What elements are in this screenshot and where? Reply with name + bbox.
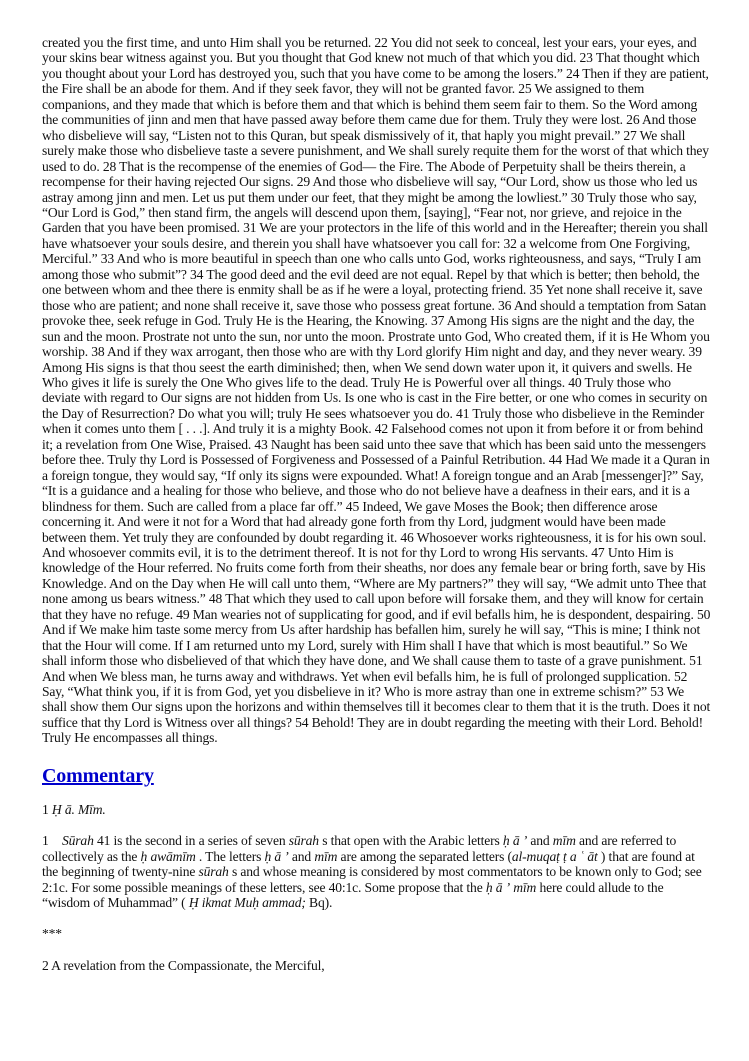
note-text: are among the separated letters ( [337, 848, 512, 864]
transliteration-term: sūrah [198, 864, 229, 880]
note-text: ) that are found at the beginning of twenty-nine [42, 848, 695, 880]
note-text: and [288, 848, 315, 864]
document-page [42, 35, 712, 973]
commentary-note-1 [42, 833, 712, 910]
note-text: s that open with the Arabic letters [318, 833, 503, 849]
transliteration-term: ḥ ā ʼ mīm [485, 879, 537, 895]
note-number: 1 [42, 833, 49, 849]
commentary-verse-1 [42, 802, 712, 817]
surah-body-text: created you the first time, and unto Him shall you be returned. 22 You did not seek to conceal, lest your ears, your eyes, and your skins bear witness against you. But you thought that God knew not much of that which you did. 23 That thought which you thought about your Lord has destroyed you, such that you have come to be among the losers.” 24 Then if they are patient, the Fire shall be an abode for them. And if they seek favor, they will not be granted favor. 25 We assigned to them companions, and they made that which is before them and that which is behind them seem fair to them. So the Word among the communities of jinn and men that have passed away before them came due for them. Truly they were lost. 26 And those who disbelieve will say, “Listen not to this Quran, but speak dismissively of it, that haply you might prevail.” 27 We shall surely make those who disbelieve taste a severe punishment, and We shall surely requite them for the worst of that which they used to do. 28 That is the recompense of the enemies of God— the Fire. The Abode of Perpetuity shall be theirs therein, a recompense for their having rejected Our signs. 29 And those who disbelieve will say, “Our Lord, show us those who led us astray among jinn and men. Let us put them under our feet, that they might be among the lowliest.” 30 Truly those who say, “Our Lord is God,” then stand firm, the angels will descend upon them, [saying], “Fear not, nor grieve, and rejoice in the Garden that you have been promised. 31 We are your protectors in the life of this world and in the Hereafter; therein you shall have whatsoever your souls desire, and therein you shall have whatsoever you call for: 32 a welcome from One Forgiving, Merciful.” 33 And who is more beautiful in speech than one who calls unto God, works righteousness, and says, “Truly I am among those who submit”? 34 The good deed and the evil deed are not equal. Repel by that which is better; then behold, the one between whom and thee there is enmity shall be as if he were a loyal, protecting friend. 35 Yet none shall receive it, save those who are patient; and none shall receive it, save those who possess great fortune. 36 And should a temptation from Satan provoke thee, seek refuge in God. Truly He is the Hearing, the Knowing. 37 Among His signs are the night and the day, the sun and the moon. Prostrate not unto the sun, nor unto the moon. Prostrate unto God, Who created them, if it is He Whom you worship. 38 And if they wax arrogant, then those who are with thy Lord glorify Him night and day, and they never weary. 39 Among His signs is that thou seest the earth diminished; then, when We send down water upon it, it quivers and swells. He Who gives it life is surely the One Who gives life to the dead. Truly He is Powerful over all things. 40 Truly those who deviate with regard to Our signs are not hidden from Us. Is one who is cast in the Fire better, or one who comes in security on the Day of Resurrection? Do what you will; truly He sees whatsoever you do. 41 Truly those who disbelieve in the Reminder when it comes unto them [ . . .]. And truly it is a mighty Book. 42 Falsehood comes not upon it from before it or from behind it; a revelation from One Wise, Praised. 43 Naught has been said unto thee save that which has been said unto the messengers before thee. Truly thy Lord is Possessed of Forgiveness and Possessed of a Painful Retribution. 44 Had We made it a Quran in a foreign tongue, they would say, “If only its signs were expounded. What! A foreign tongue and an Arab [messenger]?” Say, “It is a guidance and a healing for those who believe, and those who do not believe have a deafness in their ears, and it is a blindness for them. Such are called from a place far off.” 45 Indeed, We gave Moses the Book; then difference arose concerning it. And were it not for a Word that had already gone forth from thy Lord, judgment would have been made between them. Yet truly they are confounded by doubt regarding it. 46 Whosoever works righteousness, it is for his own soul. And whosoever commits evil, it is to the detriment thereof. It is not for thy Lord to wrong His servants. 47 Unto Him is knowledge of the Hour referred. No fruits come forth from their sheaths, nor does any female bear or bring forth, save by His Knowledge. And on the Day when He will call unto them, “Where are My partners?” they will say, “We admit unto Thee that none among us bears witness.” 48 That which they used to call upon before will forsake them, and they will know for certain that they have no refuge. 49 Man wearies not of supplicating for good, and if evil befalls him, he is despondent, despairing. 50 And if We make him taste some mercy from Us after hardship has befallen him, surely he will say, “This is mine; I think not that the Hour will come. If I am returned unto my Lord, surely with Him shall I have that which is most beautiful.” So We shall inform those who disbelieved of that which they have done, and We shall cause them to taste of a grave punishment. 51 And when We bless man, he turns away and withdraws. Yet when evil befalls him, he is full of prolonged supplication. 52 Say, “What think you, if it is from God, yet you disbelieve in it? Who is more astray than one in extreme schism?” 53 We shall show them Our signs upon the horizons and within themselves till it becomes clear to them that it is the truth. Does it not suffice that thy Lord is Witness over all things? 54 Behold! They are in doubt regarding the meeting with their Lord. Behold! Truly He encompasses all things. [42, 35, 711, 746]
transliteration-term: Ḥ ikmat Muḥ ammad; [188, 895, 306, 911]
note-text: . The letters [195, 848, 265, 864]
note-text: s and whose meaning is considered by most commentators to be known only to God; see 2:1c. For some possible meanings of these letters, see 40:1c. Some propose that the [42, 864, 702, 895]
verse-number: 1 [42, 801, 52, 817]
note-text: 41 is the second in a series of seven [93, 833, 289, 849]
note-text: and are referred to collectively as the [42, 833, 677, 864]
transliteration-term: Sūrah [62, 833, 94, 849]
commentary-heading-link[interactable]: Commentary [42, 764, 154, 787]
transliteration-term: mīm [552, 833, 576, 849]
commentary-heading [42, 764, 712, 788]
transliteration-term: sūrah [288, 833, 319, 849]
verse-text: Ḥ ā. Mīm. [51, 801, 106, 817]
transliteration-term: ḥ awāmīm [140, 848, 196, 864]
note-text: and [527, 833, 553, 849]
verse-text: A revelation from the Compassionate, the Merciful, [51, 958, 325, 974]
transliteration-term: ḥ ā ʼ [264, 848, 289, 864]
section-separator: *** [42, 925, 62, 941]
transliteration-term: mīm [314, 848, 338, 864]
commentary-verse-2 [42, 958, 712, 973]
note-body [42, 833, 702, 910]
note-text: here could allude to the “wisdom of Muhammad” ( [42, 879, 664, 911]
transliteration-term: al-muqaṭ ṭ a ʿ āt [511, 848, 598, 864]
note-text: Bq). [305, 895, 333, 911]
verse-number: 2 [42, 958, 52, 974]
transliteration-term: ḥ ā ʼ [502, 833, 528, 849]
